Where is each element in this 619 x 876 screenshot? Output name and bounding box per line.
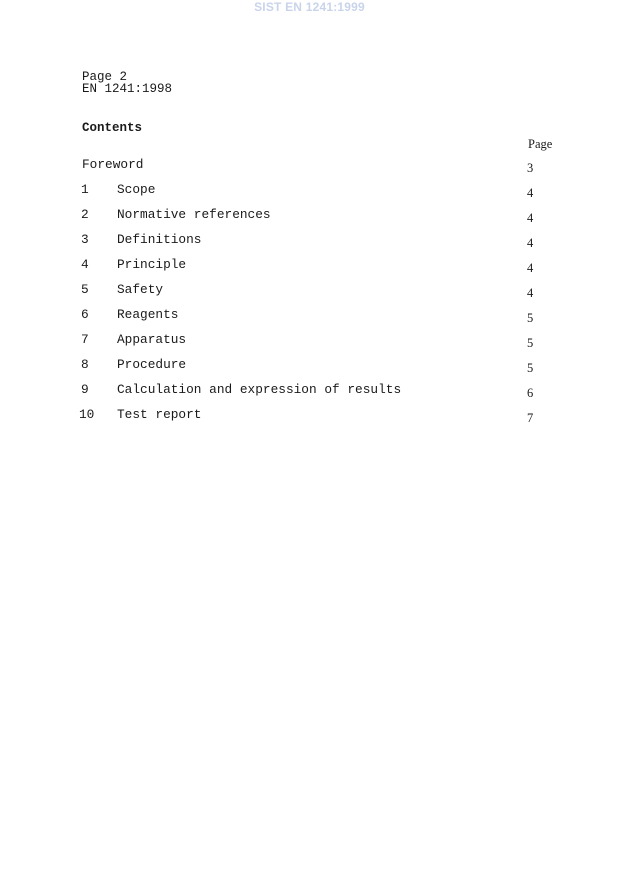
toc-entry-number: 3 bbox=[81, 232, 89, 247]
toc-entry-page: 4 bbox=[527, 236, 534, 250]
toc-entry-title: Foreword bbox=[82, 157, 144, 172]
toc-entry-title: Principle bbox=[117, 257, 187, 272]
toc-entry-scope[interactable] bbox=[0, 181, 619, 206]
toc-entry-procedure[interactable] bbox=[0, 356, 619, 381]
page-column-label: Page bbox=[528, 137, 553, 151]
toc-entry-number: 2 bbox=[81, 207, 89, 222]
toc-entry-number: 7 bbox=[81, 332, 89, 347]
toc-entry-number: 9 bbox=[81, 382, 89, 397]
toc-entry-number: 1 bbox=[81, 182, 89, 197]
toc-entry-number: 4 bbox=[81, 257, 89, 272]
toc-entry-test-report[interactable] bbox=[0, 406, 619, 431]
page-number: Page 2 bbox=[82, 70, 128, 84]
toc-entry-page: 5 bbox=[527, 336, 534, 350]
toc-entry-page: 4 bbox=[527, 211, 534, 225]
toc-entry-title: Definitions bbox=[117, 232, 202, 247]
toc-entry-normative-references[interactable] bbox=[0, 206, 619, 231]
toc-entry-title: Test report bbox=[117, 407, 202, 422]
page-header bbox=[82, 71, 172, 95]
toc-entry-page: 3 bbox=[527, 161, 534, 175]
toc-entry-definitions[interactable] bbox=[0, 231, 619, 256]
toc-entry-page: 4 bbox=[527, 261, 534, 275]
toc-entry-reagents[interactable] bbox=[0, 306, 619, 331]
toc-entry-title: Reagents bbox=[117, 307, 179, 322]
toc-entry-title: Procedure bbox=[117, 357, 187, 372]
toc-entry-title: Apparatus bbox=[117, 332, 187, 347]
toc-entry-page: 5 bbox=[527, 311, 534, 325]
toc-entry-safety[interactable] bbox=[0, 281, 619, 306]
watermark: SIST EN 1241:1999 bbox=[254, 0, 365, 14]
toc-entry-page: 4 bbox=[527, 286, 534, 300]
toc-entry-number: 8 bbox=[81, 357, 89, 372]
toc-entry-foreword[interactable] bbox=[0, 156, 619, 181]
toc-entry-page: 5 bbox=[527, 361, 534, 375]
toc-entry-number: 5 bbox=[81, 282, 89, 297]
standard-reference: EN 1241:1998 bbox=[82, 82, 173, 96]
toc-entry-title: Scope bbox=[117, 182, 156, 197]
toc-entry-page: 4 bbox=[527, 186, 534, 200]
toc-entry-principle[interactable] bbox=[0, 256, 619, 281]
toc-entry-calculation[interactable] bbox=[0, 381, 619, 406]
toc-entry-number: 6 bbox=[81, 307, 89, 322]
toc-entry-number: 10 bbox=[79, 407, 95, 422]
contents-heading: Contents bbox=[82, 121, 143, 135]
toc-entry-apparatus[interactable] bbox=[0, 331, 619, 356]
toc-entry-title: Calculation and expression of results bbox=[117, 382, 402, 397]
toc-entry-page: 6 bbox=[527, 386, 534, 400]
table-of-contents bbox=[0, 156, 619, 431]
toc-entry-page: 7 bbox=[527, 411, 534, 425]
toc-entry-title: Normative references bbox=[117, 207, 271, 222]
toc-entry-title: Safety bbox=[117, 282, 164, 297]
